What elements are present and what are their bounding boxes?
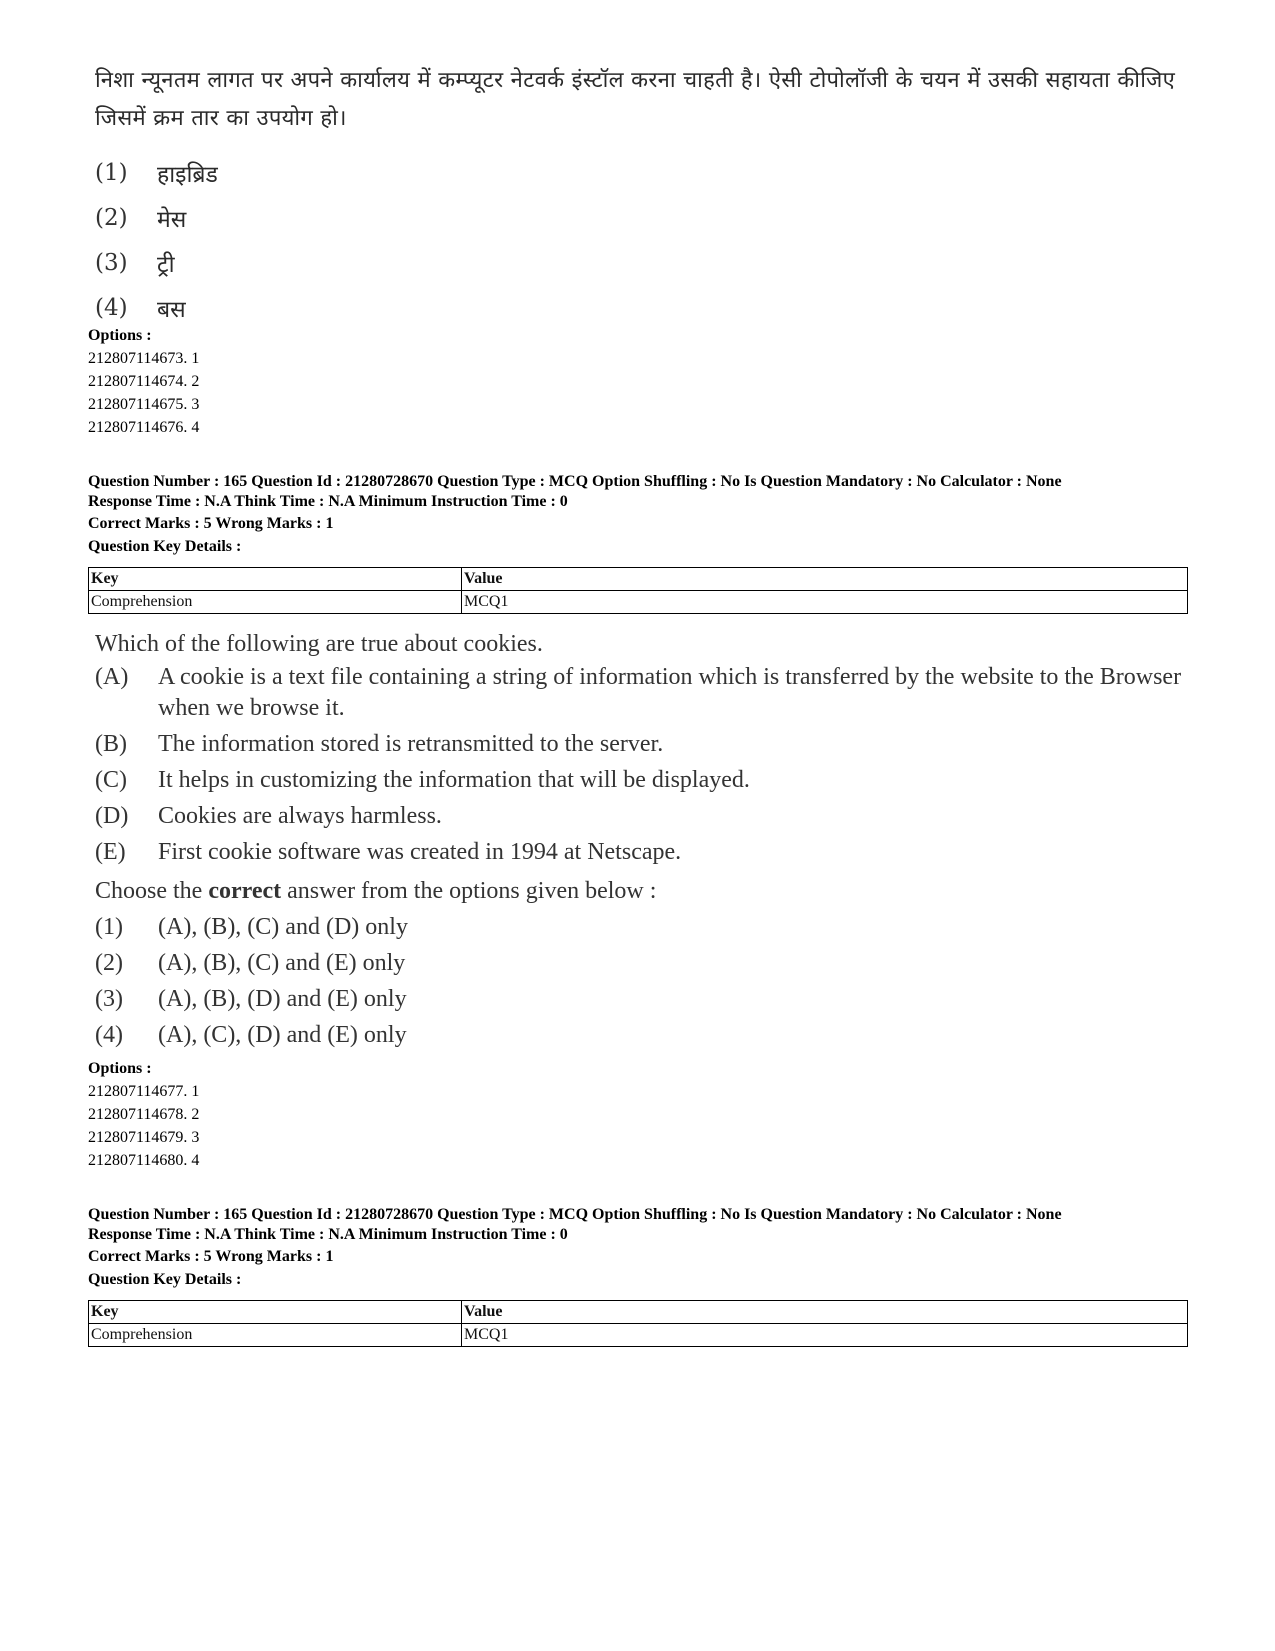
- choice-row: [95, 285, 1205, 330]
- marks-line: Correct Marks : 5 Wrong Marks : 1: [88, 515, 334, 532]
- answer-label: (4): [95, 1022, 123, 1048]
- options-block: [88, 324, 199, 439]
- choice-text: मेस: [157, 206, 187, 233]
- answer-text: (A), (B), (C) and (E) only: [158, 950, 406, 976]
- statement-label: (D): [95, 803, 129, 829]
- choice-text: बस: [157, 296, 186, 323]
- statement-text: It helps in customizing the information that will be displayed.: [158, 767, 750, 793]
- key-details-label: Question Key Details :: [88, 538, 242, 555]
- choose-emphasis: correct: [208, 878, 282, 904]
- answer-label: (3): [95, 986, 123, 1012]
- statement-label: (B): [95, 731, 127, 757]
- choose-text: answer from the options given below :: [281, 878, 657, 904]
- choice-number: (1): [95, 159, 128, 186]
- option-id: 212807114678. 2: [88, 1106, 200, 1123]
- answer-row: [95, 1017, 1205, 1053]
- statement-text: Cookies are always harmless.: [158, 803, 442, 829]
- answer-text: (A), (B), (C) and (D) only: [158, 914, 408, 940]
- key-header: Key: [89, 568, 462, 591]
- question-meta: [88, 1205, 1062, 1291]
- key-details-label: Question Key Details :: [88, 1271, 242, 1288]
- question-meta-line: Question Number : 165 Question Id : 21280728670 Question Type : MCQ Option Shuffling : No Is Question Mandatory : No Calculator : None: [88, 473, 1062, 490]
- question-meta-line: Response Time : N.A Think Time : N.A Minimum Instruction Time : 0: [88, 493, 568, 510]
- statement-row: [95, 662, 1205, 724]
- question-meta: [88, 472, 1062, 558]
- table-row: [89, 1324, 1188, 1347]
- choose-instruction: [95, 873, 1205, 909]
- table-header-row: [89, 1301, 1188, 1324]
- key-cell: Comprehension: [89, 591, 462, 614]
- question-meta-line: Question Number : 165 Question Id : 21280728670 Question Type : MCQ Option Shuffling : No Is Question Mandatory : No Calculator : None: [88, 1206, 1062, 1223]
- options-label: Options :: [88, 1060, 152, 1077]
- choice-number: (4): [95, 294, 128, 321]
- choice-number: (3): [95, 249, 128, 276]
- statement-label: (C): [95, 767, 127, 793]
- option-id: 212807114679. 3: [88, 1129, 200, 1146]
- statement-row: [95, 765, 1205, 796]
- marks-line: Correct Marks : 5 Wrong Marks : 1: [88, 1248, 334, 1265]
- option-id: 212807114680. 4: [88, 1152, 200, 1169]
- option-id: 212807114674. 2: [88, 373, 200, 390]
- option-id: 212807114676. 4: [88, 419, 200, 436]
- option-id: 212807114677. 1: [88, 1083, 200, 1100]
- statement-text: First cookie software was created in 1994 at Netscape.: [158, 839, 682, 865]
- key-value-table: [88, 567, 1188, 614]
- key-header: Key: [89, 1301, 462, 1324]
- options-label: Options :: [88, 327, 152, 344]
- answer-row: [95, 909, 1205, 945]
- option-id: 212807114673. 1: [88, 350, 200, 367]
- question-stem: निशा न्यूनतम लागत पर अपने कार्यालय में कम्प्यूटर नेटवर्क इंस्टॉल करना चाहती है। ऐसी टोपोलॉजी के चयन में उसकी सहायता कीजिए जिसमें क्रम तार का उपयोग हो।: [95, 68, 1176, 131]
- value-cell: MCQ1: [462, 1324, 1188, 1347]
- statement-row: [95, 837, 1205, 868]
- answer-text: (A), (B), (D) and (E) only: [158, 986, 407, 1012]
- choice-number: (2): [95, 204, 128, 231]
- table-header-row: [89, 568, 1188, 591]
- option-id: 212807114675. 3: [88, 396, 200, 413]
- answer-text: (A), (C), (D) and (E) only: [158, 1022, 407, 1048]
- value-header: Value: [462, 1301, 1188, 1324]
- choice-text: हाइब्रिड: [157, 161, 218, 188]
- choice-row: [95, 240, 1205, 285]
- key-value-table: [88, 1300, 1188, 1347]
- choice-row: [95, 195, 1205, 240]
- choose-text: Choose the: [95, 878, 209, 904]
- value-cell: MCQ1: [462, 591, 1188, 614]
- question-meta-line: Response Time : N.A Think Time : N.A Minimum Instruction Time : 0: [88, 1226, 568, 1243]
- answer-label: (2): [95, 950, 123, 976]
- answer-row: [95, 945, 1205, 981]
- answer-label: (1): [95, 914, 123, 940]
- english-question-image: [95, 626, 1205, 1053]
- table-row: [89, 591, 1188, 614]
- choice-text: ट्री: [157, 251, 175, 278]
- key-cell: Comprehension: [89, 1324, 462, 1347]
- value-header: Value: [462, 568, 1188, 591]
- statement-label: (A): [95, 664, 129, 690]
- hindi-question-image: [95, 62, 1205, 330]
- statement-label: (E): [95, 839, 126, 865]
- statement-row: [95, 801, 1205, 832]
- answer-row: [95, 981, 1205, 1017]
- statement-text: The information stored is retransmitted to the server.: [158, 731, 664, 757]
- question-stem: Which of the following are true about cookies.: [95, 631, 543, 657]
- choice-row: [95, 150, 1205, 195]
- statement-text: A cookie is a text file containing a string of information which is transferred by the website to the Browser when we browse it.: [158, 664, 1182, 721]
- options-block: [88, 1057, 199, 1172]
- statement-row: [95, 729, 1205, 760]
